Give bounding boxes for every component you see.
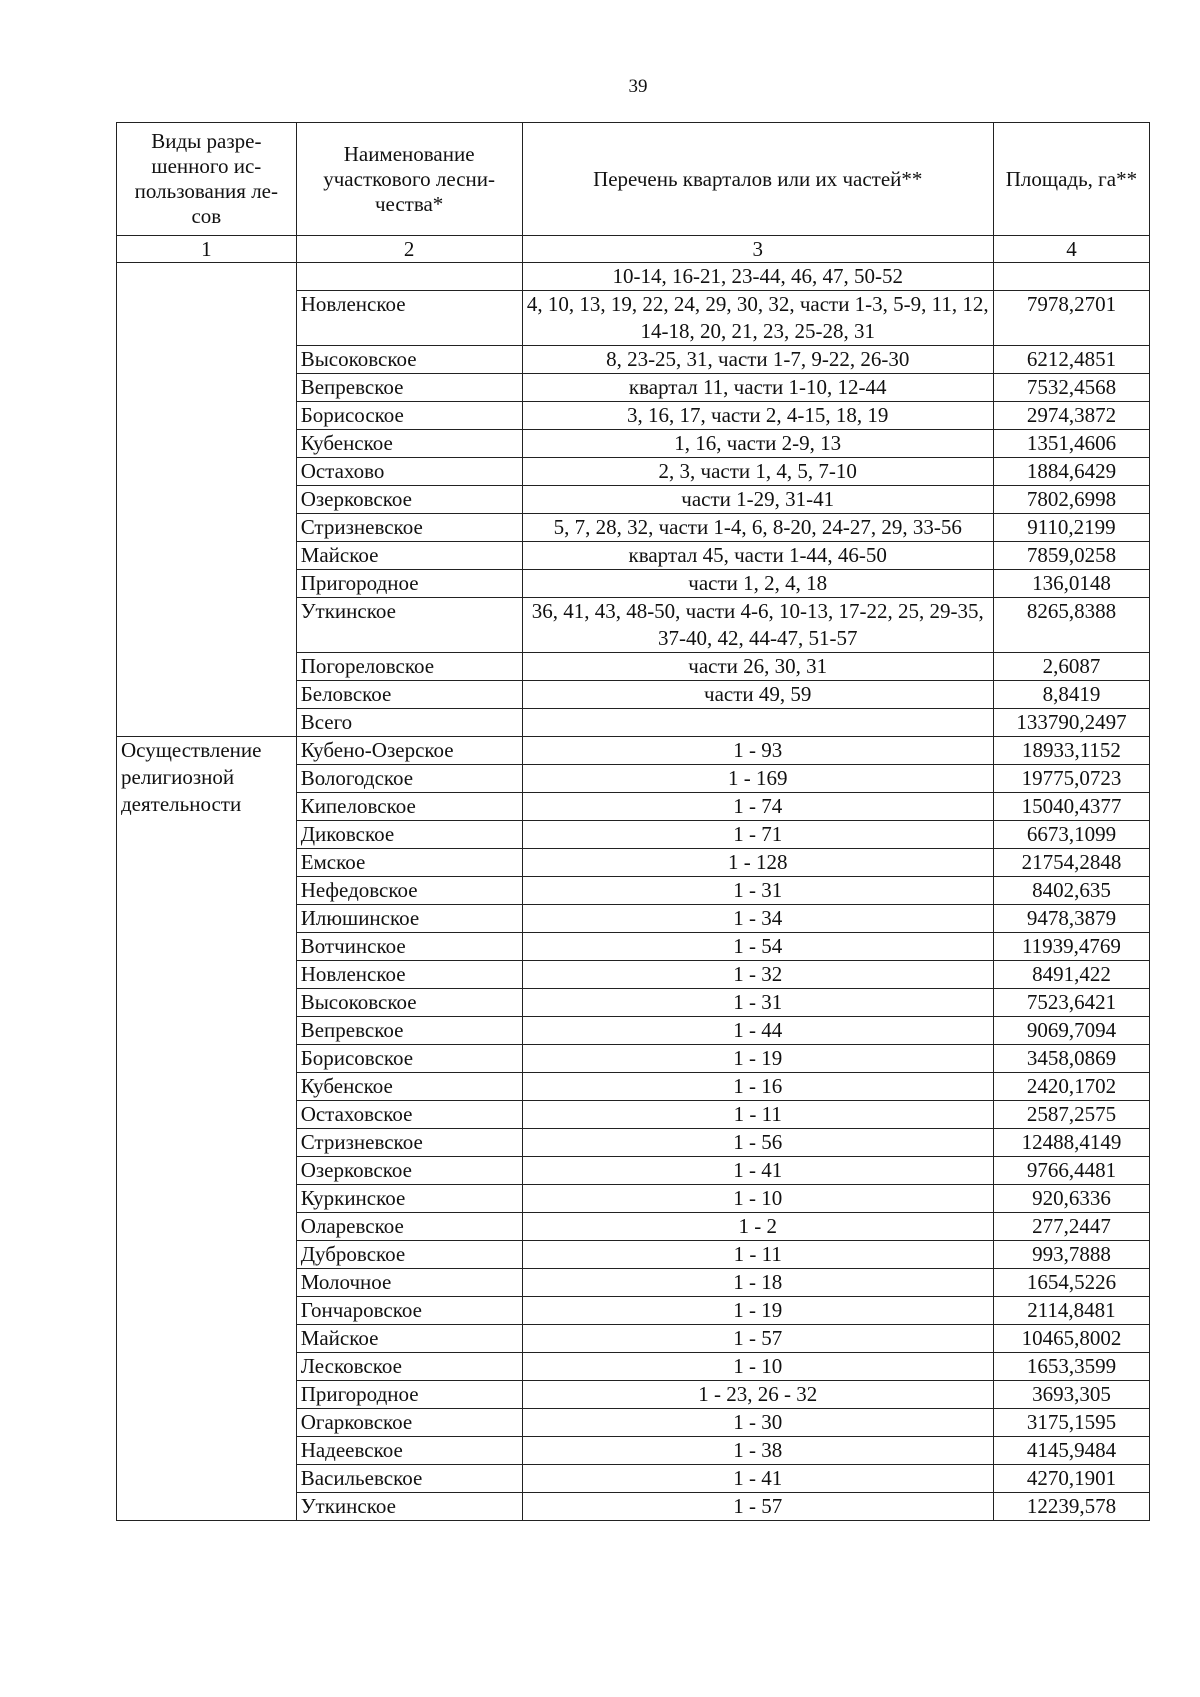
area-cell: 1884,6429 — [993, 458, 1149, 486]
forestry-name-cell: Лесковское — [296, 1353, 522, 1381]
column-number: 4 — [993, 236, 1149, 263]
quarters-cell: 1 - 71 — [522, 821, 993, 849]
quarters-cell: 1 - 2 — [522, 1213, 993, 1241]
area-cell: 18933,1152 — [993, 737, 1149, 765]
area-cell: 12239,578 — [993, 1493, 1149, 1521]
area-cell: 6212,4851 — [993, 346, 1149, 374]
quarters-cell: 1 - 41 — [522, 1465, 993, 1493]
page-number: 39 — [628, 76, 648, 97]
forestry-name-cell: Новленское — [296, 291, 522, 346]
area-cell: 2,6087 — [993, 653, 1149, 681]
forestry-name-cell: Кубенское — [296, 430, 522, 458]
quarters-cell: 1 - 56 — [522, 1129, 993, 1157]
forestry-name-cell: Высоковское — [296, 346, 522, 374]
forestry-name-cell: Озерковское — [296, 486, 522, 514]
quarters-cell: части 1-29, 31-41 — [522, 486, 993, 514]
area-cell: 4145,9484 — [993, 1437, 1149, 1465]
forestry-name-cell: Остахово — [296, 458, 522, 486]
area-cell: 4270,1901 — [993, 1465, 1149, 1493]
area-cell: 993,7888 — [993, 1241, 1149, 1269]
forestry-name-cell: Вепревское — [296, 374, 522, 402]
forestry-name-cell: Оларевское — [296, 1213, 522, 1241]
forestry-name-cell: Озерковское — [296, 1157, 522, 1185]
column-number: 3 — [522, 236, 993, 263]
area-cell: 8491,422 — [993, 961, 1149, 989]
forestry-name-cell: Диковское — [296, 821, 522, 849]
area-cell: 3175,1595 — [993, 1409, 1149, 1437]
area-cell: 7859,0258 — [993, 542, 1149, 570]
forestry-name-cell: Уткинское — [296, 1493, 522, 1521]
forestry-name-cell: Кубено-Озерское — [296, 737, 522, 765]
area-cell: 2114,8481 — [993, 1297, 1149, 1325]
quarters-cell: 1 - 16 — [522, 1073, 993, 1101]
column-number: 1 — [117, 236, 297, 263]
area-cell: 9110,2199 — [993, 514, 1149, 542]
forestry-name-cell: Кубенское — [296, 1073, 522, 1101]
quarters-cell: 1 - 57 — [522, 1325, 993, 1353]
quarters-cell: части 1, 2, 4, 18 — [522, 570, 993, 598]
header-use-type: Виды разре-шенного ис-пользования ле-сов — [117, 123, 297, 236]
use-type-cell: Осуществление религиозной деятельности — [117, 737, 297, 1521]
quarters-cell: 1 - 11 — [522, 1101, 993, 1129]
quarters-cell: части 49, 59 — [522, 681, 993, 709]
quarters-cell: 1 - 30 — [522, 1409, 993, 1437]
quarters-cell: 2, 3, части 1, 4, 5, 7-10 — [522, 458, 993, 486]
area-cell: 3458,0869 — [993, 1045, 1149, 1073]
quarters-cell: 1 - 23, 26 - 32 — [522, 1381, 993, 1409]
area-cell: 136,0148 — [993, 570, 1149, 598]
quarters-cell: 1 - 18 — [522, 1269, 993, 1297]
quarters-cell: 1 - 31 — [522, 877, 993, 905]
forestry-name-cell: Борисоское — [296, 402, 522, 430]
forestry-name-cell: Пригородное — [296, 1381, 522, 1409]
quarters-cell — [522, 709, 993, 737]
forestry-name-cell: Остаховское — [296, 1101, 522, 1129]
area-cell: 9478,3879 — [993, 905, 1149, 933]
quarters-cell: 1 - 57 — [522, 1493, 993, 1521]
area-cell: 10465,8002 — [993, 1325, 1149, 1353]
quarters-cell: 1 - 10 — [522, 1353, 993, 1381]
quarters-cell: 3, 16, 17, части 2, 4-15, 18, 19 — [522, 402, 993, 430]
area-cell: 3693,305 — [993, 1381, 1149, 1409]
quarters-cell: 1 - 19 — [522, 1045, 993, 1073]
quarters-cell: 1 - 74 — [522, 793, 993, 821]
area-cell: 6673,1099 — [993, 821, 1149, 849]
area-cell: 7523,6421 — [993, 989, 1149, 1017]
area-cell: 2420,1702 — [993, 1073, 1149, 1101]
area-cell: 8265,8388 — [993, 598, 1149, 653]
area-cell: 7978,2701 — [993, 291, 1149, 346]
quarters-cell: 1 - 11 — [522, 1241, 993, 1269]
quarters-cell: 1 - 31 — [522, 989, 993, 1017]
quarters-cell: части 26, 30, 31 — [522, 653, 993, 681]
area-cell — [993, 263, 1149, 291]
area-cell: 1654,5226 — [993, 1269, 1149, 1297]
column-number: 2 — [296, 236, 522, 263]
forestry-name-cell: Гончаровское — [296, 1297, 522, 1325]
header-quarters-list: Перечень кварталов или их частей** — [522, 123, 993, 236]
area-cell: 1653,3599 — [993, 1353, 1149, 1381]
forestry-name-cell: Всего — [296, 709, 522, 737]
quarters-cell: 1 - 41 — [522, 1157, 993, 1185]
forestry-name-cell: Нефедовское — [296, 877, 522, 905]
area-cell: 133790,2497 — [993, 709, 1149, 737]
forestry-name-cell: Погореловское — [296, 653, 522, 681]
quarters-cell: 1, 16, части 2-9, 13 — [522, 430, 993, 458]
header-area: Площадь, га** — [993, 123, 1149, 236]
area-cell: 19775,0723 — [993, 765, 1149, 793]
area-cell: 12488,4149 — [993, 1129, 1149, 1157]
forestry-name-cell: Дубровское — [296, 1241, 522, 1269]
quarters-cell: 1 - 10 — [522, 1185, 993, 1213]
forestry-name-cell: Стризневское — [296, 1129, 522, 1157]
quarters-cell: квартал 11, части 1-10, 12-44 — [522, 374, 993, 402]
forestry-name-cell: Вологодское — [296, 765, 522, 793]
area-cell: 9766,4481 — [993, 1157, 1149, 1185]
area-cell: 7802,6998 — [993, 486, 1149, 514]
forestry-name-cell: Высоковское — [296, 989, 522, 1017]
forestry-name-cell: Огарковское — [296, 1409, 522, 1437]
quarters-cell: 1 - 44 — [522, 1017, 993, 1045]
forestry-name-cell: Борисовское — [296, 1045, 522, 1073]
area-cell: 920,6336 — [993, 1185, 1149, 1213]
forestry-name-cell: Молочное — [296, 1269, 522, 1297]
quarters-cell: 1 - 19 — [522, 1297, 993, 1325]
table-row — [117, 263, 1150, 291]
table-row — [117, 737, 1150, 765]
quarters-cell: 1 - 38 — [522, 1437, 993, 1465]
column-numbers-row — [117, 236, 1150, 263]
forestry-name-cell: Надеевское — [296, 1437, 522, 1465]
area-cell: 11939,4769 — [993, 933, 1149, 961]
quarters-cell: 1 - 93 — [522, 737, 993, 765]
quarters-cell: 1 - 54 — [522, 933, 993, 961]
forestry-name-cell: Новленское — [296, 961, 522, 989]
area-cell: 8,8419 — [993, 681, 1149, 709]
quarters-cell: 10-14, 16-21, 23-44, 46, 47, 50-52 — [522, 263, 993, 291]
forestry-name-cell: Майское — [296, 542, 522, 570]
forestry-name-cell: Кипеловское — [296, 793, 522, 821]
forestry-name-cell: Вотчинское — [296, 933, 522, 961]
use-type-cell-continued — [117, 263, 297, 737]
forestry-name-cell: Пригородное — [296, 570, 522, 598]
quarters-cell: 1 - 128 — [522, 849, 993, 877]
forest-use-table — [116, 122, 1150, 1521]
area-cell: 7532,4568 — [993, 374, 1149, 402]
quarters-cell: 1 - 169 — [522, 765, 993, 793]
quarters-cell: 8, 23-25, 31, части 1-7, 9-22, 26-30 — [522, 346, 993, 374]
forestry-name-cell: Емское — [296, 849, 522, 877]
area-cell: 1351,4606 — [993, 430, 1149, 458]
quarters-cell: 5, 7, 28, 32, части 1-4, 6, 8-20, 24-27, 29, 33-56 — [522, 514, 993, 542]
quarters-cell: квартал 45, части 1-44, 46-50 — [522, 542, 993, 570]
quarters-cell: 1 - 32 — [522, 961, 993, 989]
forestry-name-cell: Куркинское — [296, 1185, 522, 1213]
area-cell: 15040,4377 — [993, 793, 1149, 821]
forestry-name-cell — [296, 263, 522, 291]
quarters-cell: 4, 10, 13, 19, 22, 24, 29, 30, 32, части 1-3, 5-9, 11, 12, 14-18, 20, 21, 23, 25-28, 31 — [522, 291, 993, 346]
table-header-row — [117, 123, 1150, 236]
forestry-name-cell: Беловское — [296, 681, 522, 709]
forestry-name-cell: Майское — [296, 1325, 522, 1353]
header-forestry-name: Наименование участкового лесни-чества* — [296, 123, 522, 236]
forestry-name-cell: Уткинское — [296, 598, 522, 653]
forestry-name-cell: Васильевское — [296, 1465, 522, 1493]
area-cell: 2587,2575 — [993, 1101, 1149, 1129]
area-cell: 9069,7094 — [993, 1017, 1149, 1045]
forestry-name-cell: Стризневское — [296, 514, 522, 542]
area-cell: 8402,635 — [993, 877, 1149, 905]
forestry-name-cell: Илюшинское — [296, 905, 522, 933]
forestry-name-cell: Вепревское — [296, 1017, 522, 1045]
area-cell: 277,2447 — [993, 1213, 1149, 1241]
area-cell: 21754,2848 — [993, 849, 1149, 877]
area-cell: 2974,3872 — [993, 402, 1149, 430]
quarters-cell: 1 - 34 — [522, 905, 993, 933]
quarters-cell: 36, 41, 43, 48-50, части 4-6, 10-13, 17-22, 25, 29-35, 37-40, 42, 44-47, 51-57 — [522, 598, 993, 653]
